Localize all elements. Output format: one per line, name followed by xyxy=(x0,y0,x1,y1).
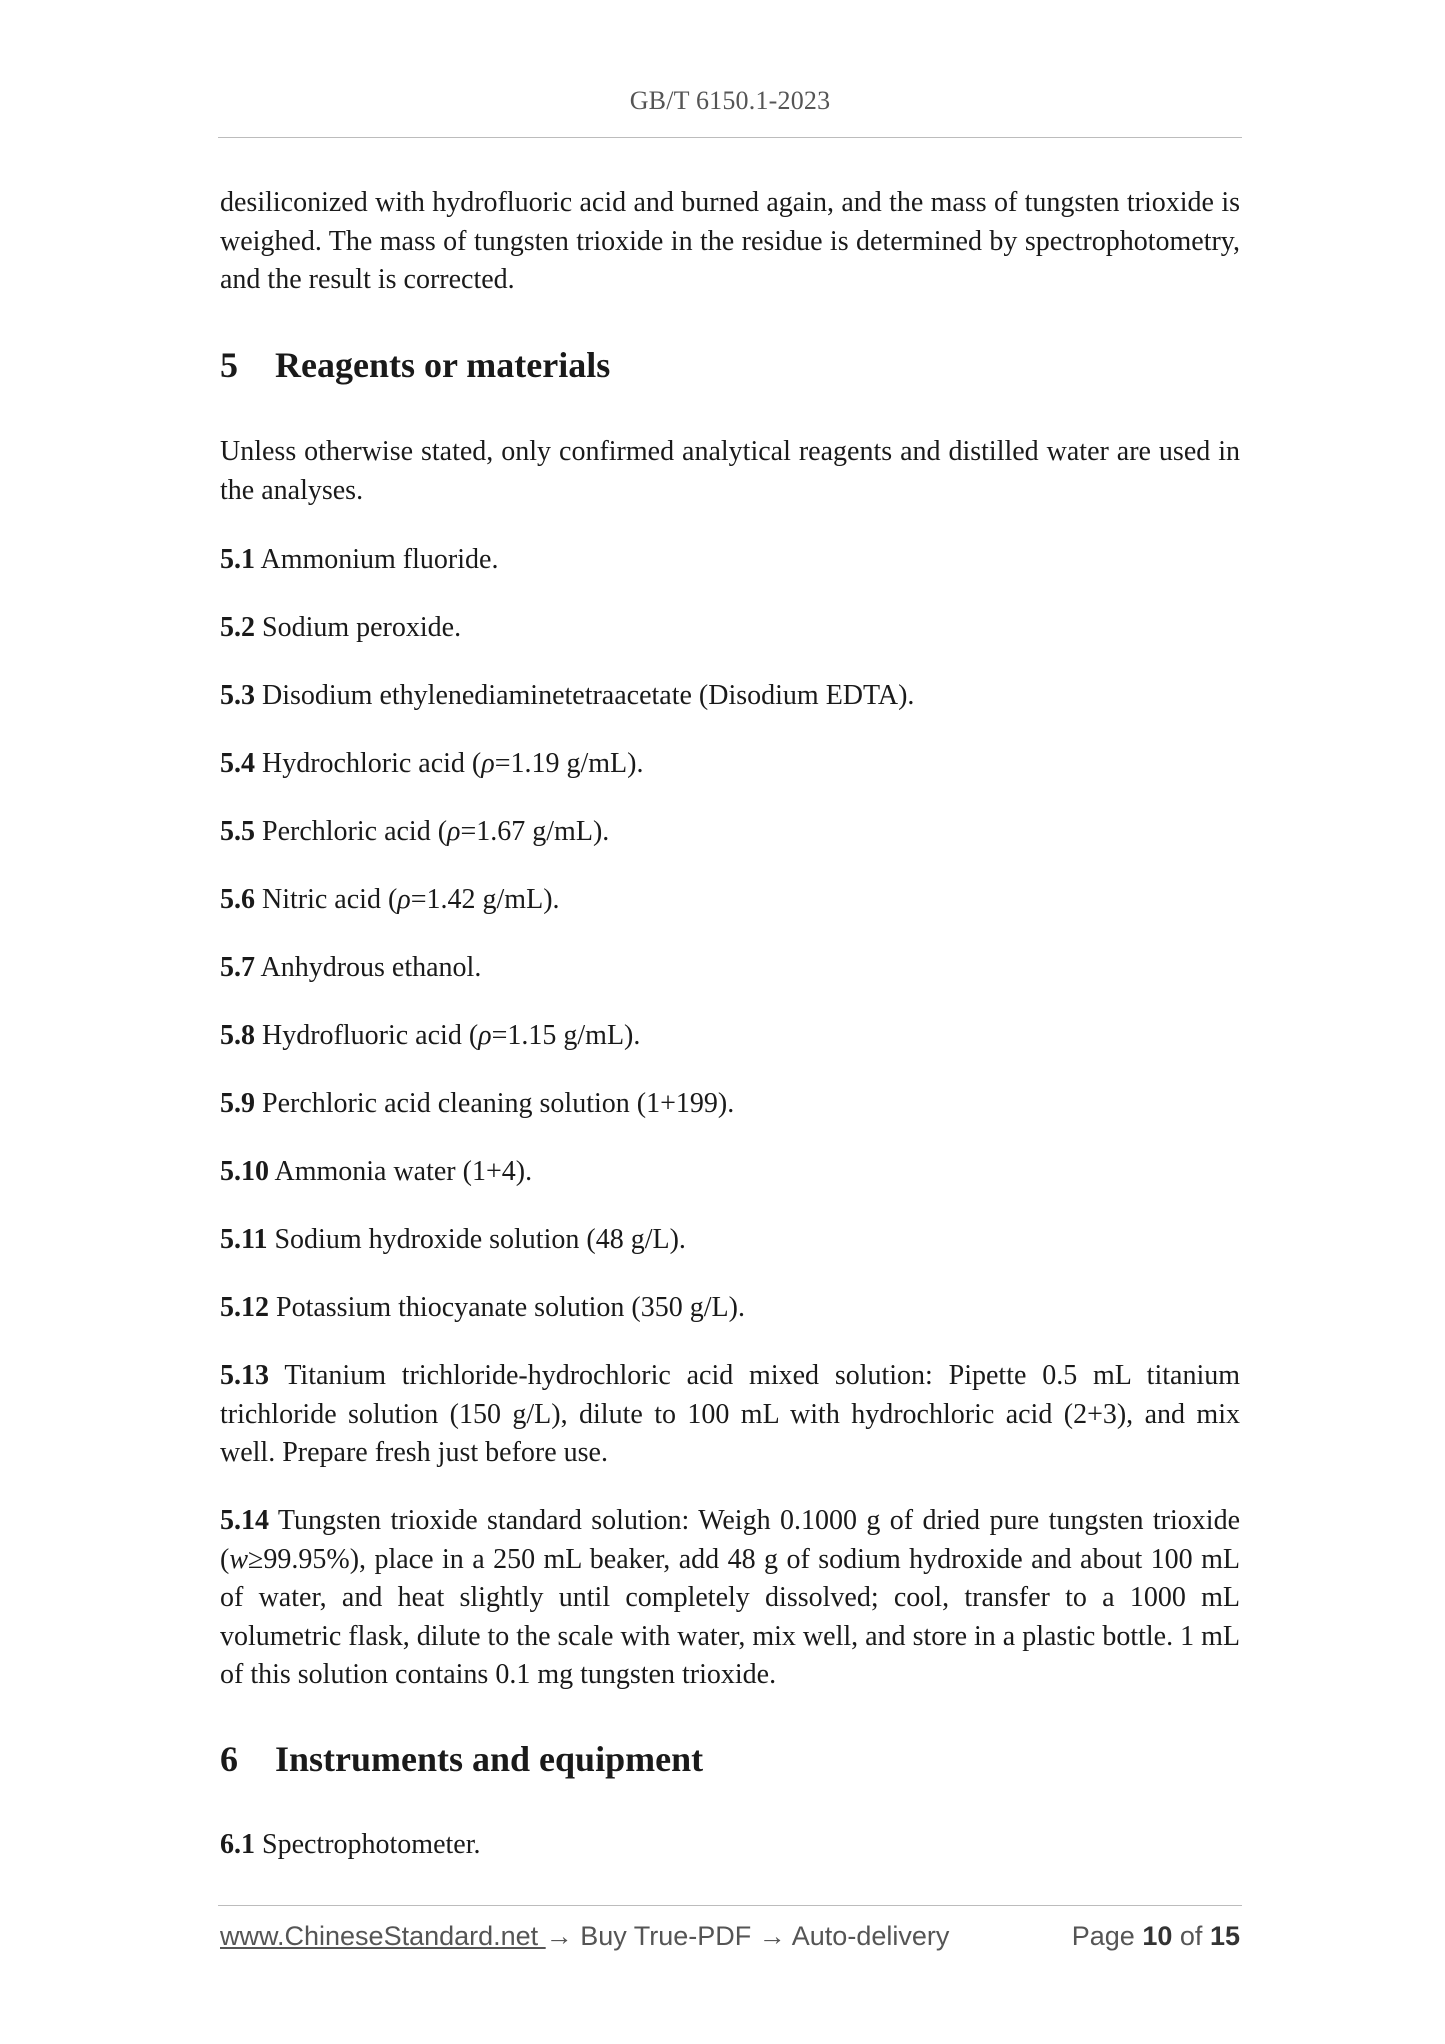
item-text: Ammonia water (1+4). xyxy=(274,1156,533,1187)
list-item xyxy=(220,541,1240,580)
item-number: 5.2 xyxy=(220,612,255,643)
page-indicator xyxy=(1072,1921,1240,1952)
list-item xyxy=(220,1826,1240,1865)
website-link[interactable]: www.ChineseStandard.net xyxy=(220,1921,546,1951)
section-5-title: Reagents or materials xyxy=(275,345,611,385)
footer-divider xyxy=(218,1905,1242,1906)
section-5-number: 5 xyxy=(220,345,238,385)
item-text: Sodium peroxide. xyxy=(262,612,462,643)
list-item xyxy=(220,677,1240,716)
item-text-post: =1.15 g/mL). xyxy=(491,1020,641,1051)
intro-paragraph: desiliconized with hydrofluoric acid and burned again, and the mass of tungsten trioxide is weighed. The mass of tungsten trioxide in the residue is determined by spectrophotometry, and the result is corrected. xyxy=(220,187,1240,295)
item-number: 5.14 xyxy=(220,1505,269,1536)
density-symbol: ρ xyxy=(397,884,411,915)
page-footer xyxy=(220,1921,1240,1952)
item-text: Sodium hydroxide solution (48 g/L). xyxy=(274,1224,686,1255)
item-text: Spectrophotometer. xyxy=(262,1829,481,1860)
item-text-post: =1.67 g/mL). xyxy=(460,816,610,847)
item-number: 5.8 xyxy=(220,1020,255,1051)
item-number: 5.10 xyxy=(220,1156,269,1187)
of-word: of xyxy=(1179,1921,1203,1951)
item-text: Potassium thiocyanate solution (350 g/L). xyxy=(276,1292,745,1323)
item-number: 5.13 xyxy=(220,1360,269,1391)
auto-delivery-text: Auto-delivery xyxy=(791,1921,950,1951)
buy-true-pdf-text: Buy True-PDF xyxy=(580,1921,752,1951)
item-text: Anhydrous ethanol. xyxy=(260,952,482,983)
list-item xyxy=(220,813,1240,852)
current-page: 10 xyxy=(1142,1921,1173,1951)
list-item xyxy=(220,1357,1240,1473)
list-item xyxy=(220,745,1240,784)
item-text: Titanium trichloride-hydrochloric acid mixed solution: Pipette 0.5 mL titanium trichloride solution (150 g/L), dilute to 100 mL with hydrochloric acid (2+3), and mix well. Prepare fresh just before use. xyxy=(220,1360,1240,1468)
arrow-right-icon: → xyxy=(758,1921,786,1951)
list-item xyxy=(220,1153,1240,1192)
item-text: Perchloric acid cleaning solution (1+199). xyxy=(262,1088,735,1119)
mass-fraction-symbol: w xyxy=(229,1543,249,1575)
list-item xyxy=(220,1289,1240,1328)
item-text-pre: Nitric acid ( xyxy=(262,884,398,915)
item-text-post: ≥99.95%), place in a 250 mL beaker, add 48 g of sodium hydroxide and about 100 mL of water, and heat slightly until completely dissolved; cool, transfer to a 1000 mL volumetric flask, dilute to the scale with water, mix well, and store in a plastic bottle. 1 mL of this solution contains 0.1 mg tungsten trioxide. xyxy=(220,1543,1240,1690)
section-5-heading xyxy=(220,344,610,386)
list-item xyxy=(220,881,1240,920)
list-item xyxy=(220,1221,1240,1260)
density-symbol: ρ xyxy=(478,1020,492,1051)
section-6-number: 6 xyxy=(220,1739,238,1779)
item-text: Disodium ethylenediaminetetraacetate (Disodium EDTA). xyxy=(262,680,915,711)
section-5-intro: Unless otherwise stated, only confirmed analytical reagents and distilled water are used in the analyses. xyxy=(220,436,1240,506)
item-number: 5.11 xyxy=(220,1224,268,1255)
item-number: 5.3 xyxy=(220,680,255,711)
item-number: 5.7 xyxy=(220,952,255,983)
list-item xyxy=(220,949,1240,988)
list-item xyxy=(220,1502,1240,1695)
item-text: Ammonium fluoride. xyxy=(260,544,499,575)
item-number: 5.5 xyxy=(220,816,255,847)
density-symbol: ρ xyxy=(481,748,495,779)
section-6-title: Instruments and equipment xyxy=(275,1739,704,1779)
item-text-pre: Hydrochloric acid ( xyxy=(262,748,482,779)
arrow-right-icon: → xyxy=(545,1921,573,1951)
item-number: 5.1 xyxy=(220,544,255,575)
item-text-pre: Tungsten trioxide standard solution: Weigh 0.1000 g of dried pure tungsten trioxide ( xyxy=(220,1505,1240,1575)
item-number: 5.9 xyxy=(220,1088,255,1119)
list-item xyxy=(220,1017,1240,1056)
item-text-post: =1.42 g/mL). xyxy=(410,884,560,915)
page-header-code: GB/T 6150.1-2023 xyxy=(629,86,831,115)
section-6-heading xyxy=(220,1738,703,1780)
item-number: 6.1 xyxy=(220,1829,255,1860)
header-divider xyxy=(218,137,1242,138)
list-item xyxy=(220,1085,1240,1124)
page-word: Page xyxy=(1071,1921,1135,1951)
item-text-pre: Hydrofluoric acid ( xyxy=(262,1020,479,1051)
item-number: 5.6 xyxy=(220,884,255,915)
item-text-pre: Perchloric acid ( xyxy=(262,816,448,847)
item-number: 5.12 xyxy=(220,1292,269,1323)
density-symbol: ρ xyxy=(447,816,461,847)
total-pages: 15 xyxy=(1209,1921,1240,1951)
item-number: 5.4 xyxy=(220,748,255,779)
list-item xyxy=(220,609,1240,648)
item-text-post: =1.19 g/mL). xyxy=(494,748,644,779)
